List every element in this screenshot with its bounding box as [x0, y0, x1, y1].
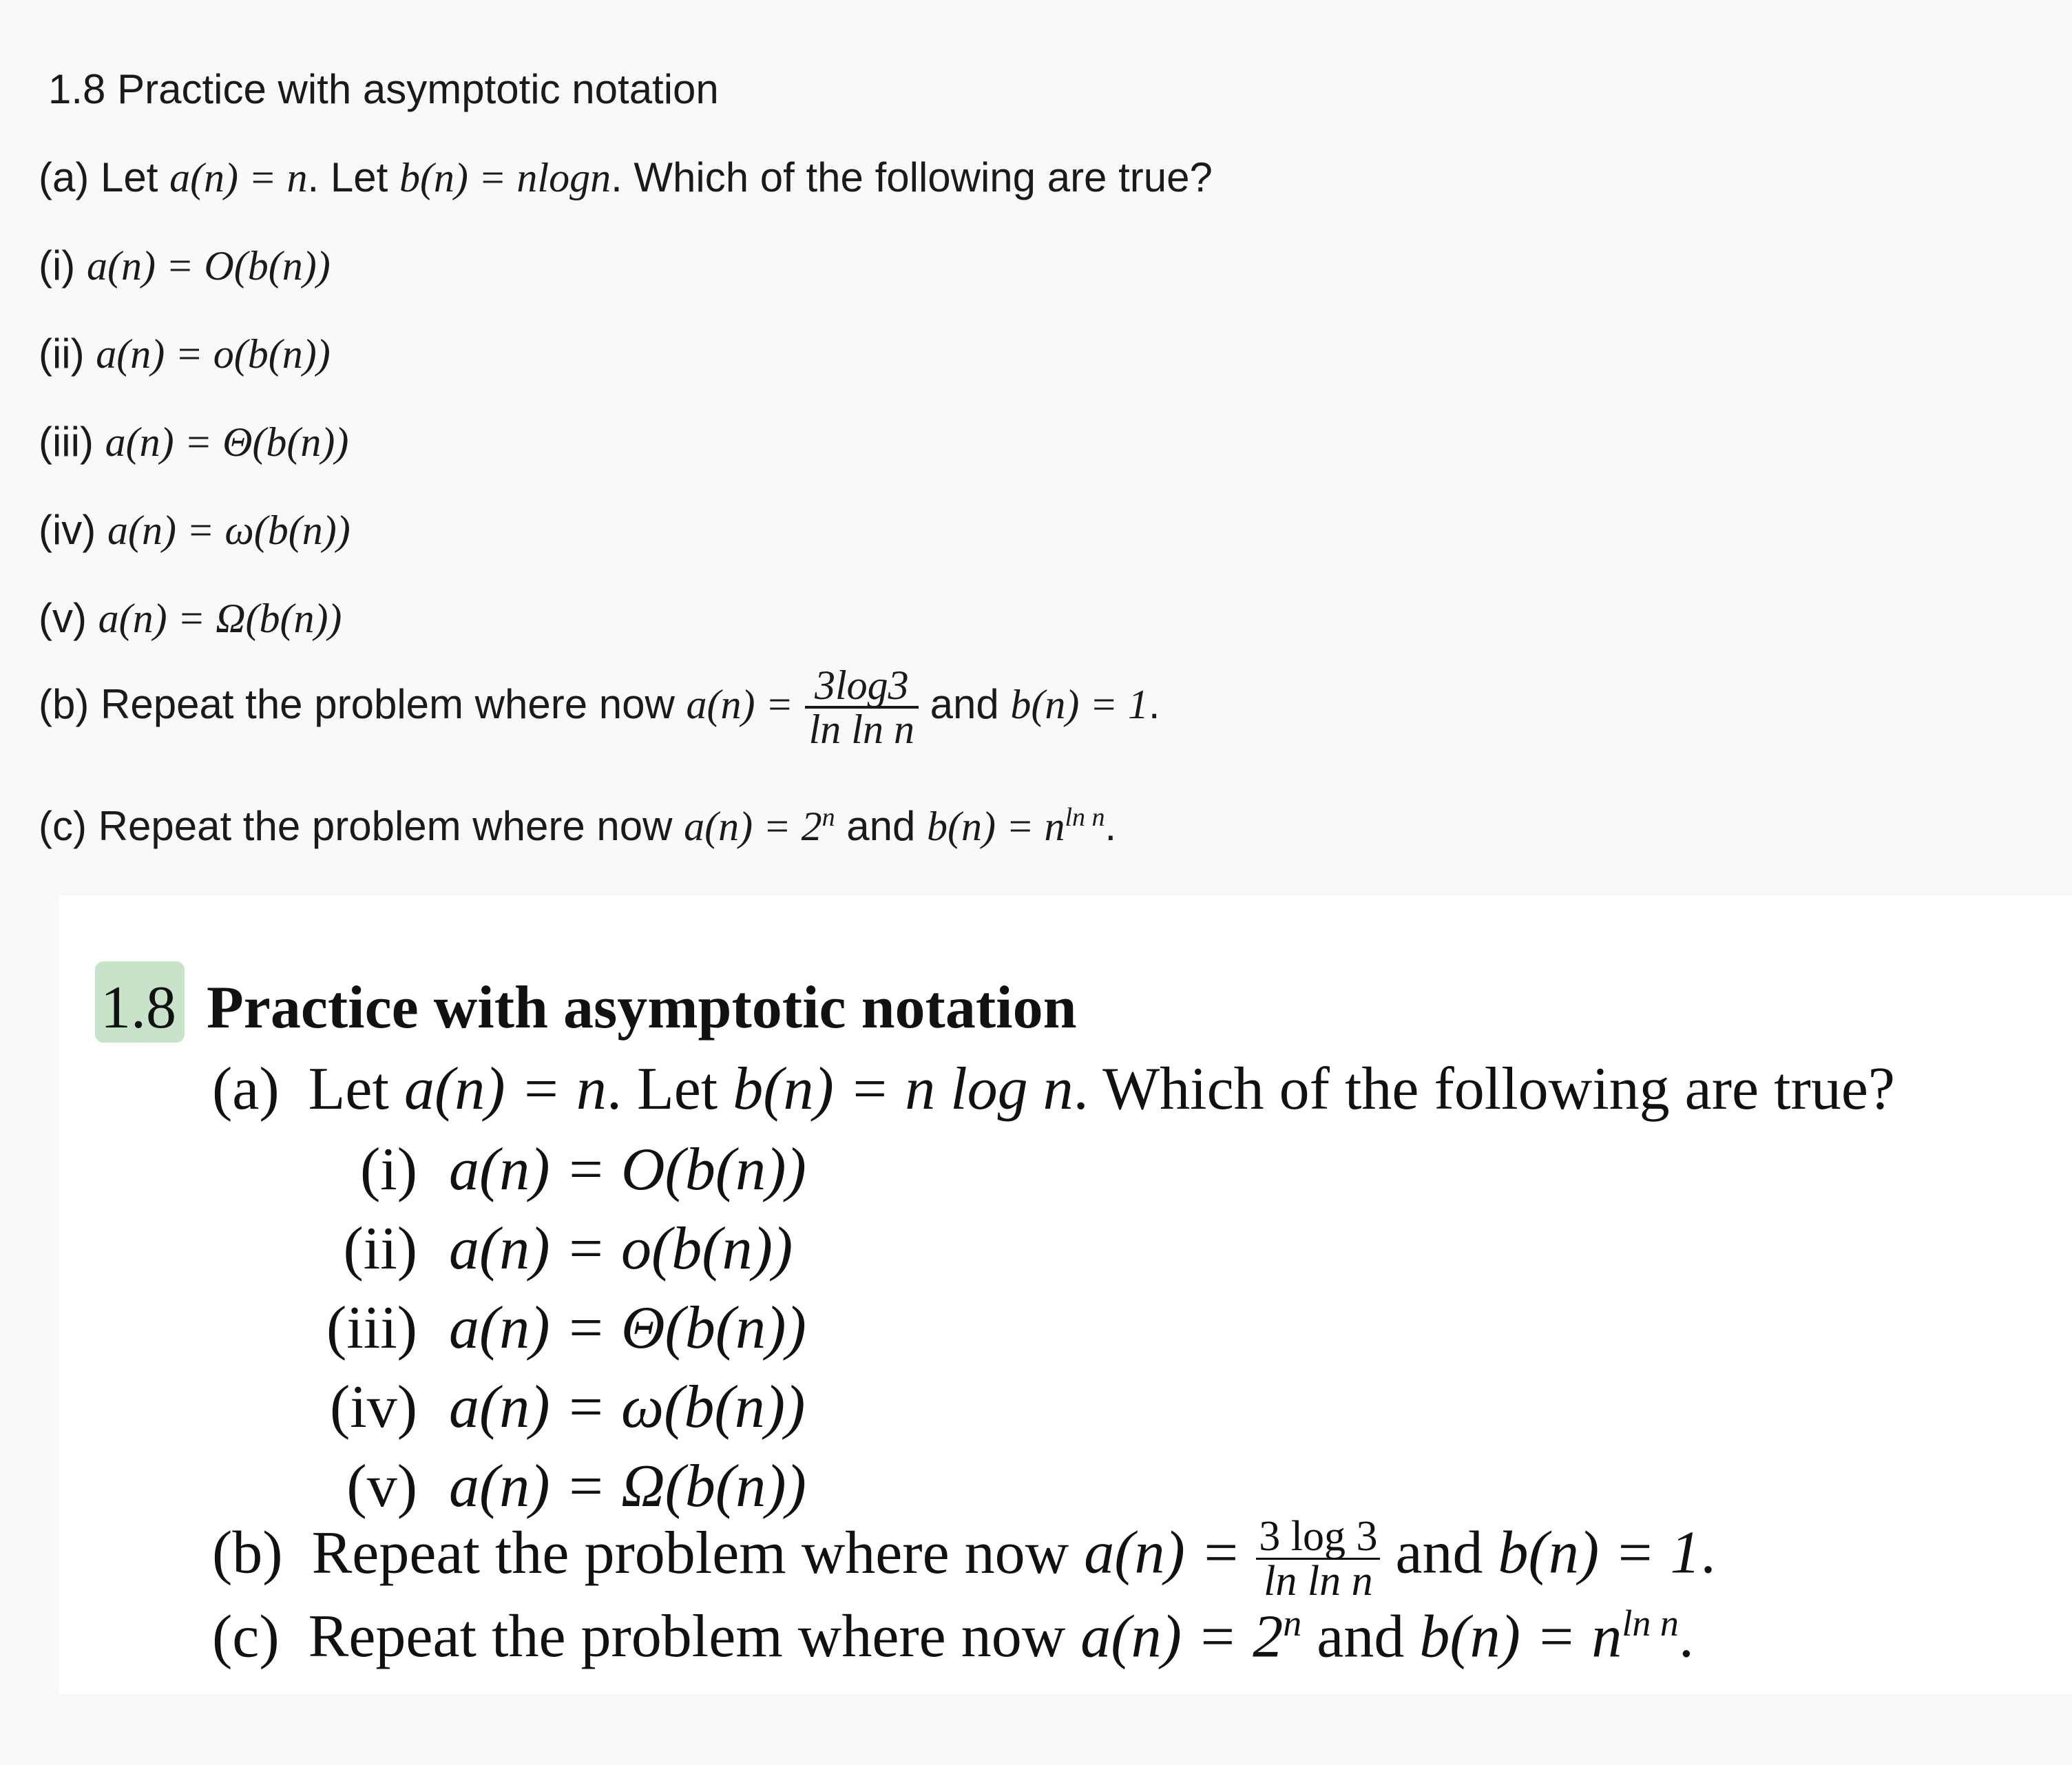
- typed-item-label: (ii): [39, 331, 85, 377]
- typed-item-expr: a(n) = O(b(n)): [86, 243, 331, 289]
- textbook-item-ii: [59, 1215, 793, 1282]
- typed-part-c-rhs: b(n) = n: [927, 804, 1065, 849]
- typed-item-expr: a(n) = ω(b(n)): [107, 508, 350, 553]
- typed-part-b-and: and: [918, 680, 1011, 727]
- textbook-part-c-and: and: [1301, 1603, 1420, 1671]
- typed-item-label: (v): [39, 595, 87, 641]
- fraction-denominator: ln ln n: [808, 707, 914, 752]
- typed-part-c-end: .: [1105, 803, 1117, 849]
- textbook-part-c: [212, 1602, 1694, 1671]
- textbook-part-a: [212, 1056, 1895, 1122]
- typed-item-label: (iii): [39, 419, 94, 465]
- typed-item-label: (i): [39, 242, 76, 289]
- textbook-part-c-lhs-exponent: n: [1283, 1602, 1302, 1644]
- textbook-item-expr: a(n) = Θ(b(n)): [449, 1295, 806, 1361]
- textbook-item-i: [59, 1136, 806, 1203]
- typed-part-b-text: (b) Repeat the problem where now: [39, 680, 687, 727]
- typed-part-a-mid: . Let: [307, 154, 399, 200]
- fraction-numerator: 3log3: [805, 665, 919, 709]
- typed-item-expr: a(n) = Ω(b(n)): [98, 596, 342, 641]
- textbook-part-b-end: .: [1700, 1519, 1716, 1587]
- textbook-part-c-label: (c): [212, 1603, 280, 1671]
- textbook-part-c-rhs: b(n) = n: [1419, 1603, 1622, 1671]
- textbook-part-c-lhs: a(n) = 2: [1080, 1603, 1284, 1671]
- textbook-part-b-rhs: b(n) = 1: [1498, 1519, 1701, 1587]
- textbook-item-iv: [59, 1374, 806, 1441]
- typed-item-expr: a(n) = o(b(n)): [96, 331, 331, 377]
- textbook-part-b: [212, 1513, 1716, 1605]
- textbook-item-label: (iii): [326, 1295, 417, 1361]
- textbook-part-b-text: Repeat the problem where now: [311, 1519, 1085, 1587]
- textbook-part-a-expr2: b(n) = n log n: [733, 1056, 1074, 1122]
- typed-item-v: [39, 595, 342, 641]
- textbook-item-expr: a(n) = O(b(n)): [449, 1136, 806, 1203]
- textbook-part-b-label: (b): [212, 1519, 283, 1587]
- section-title: Practice with asymptotic notation: [207, 974, 1077, 1041]
- textbook-part-a-pre: Let: [308, 1056, 404, 1122]
- section-number: 1.8: [101, 974, 176, 1041]
- typed-part-c-and: and: [835, 803, 928, 849]
- textbook-item-expr: a(n) = Ω(b(n)): [449, 1453, 806, 1520]
- textbook-item-expr: a(n) = o(b(n)): [449, 1215, 793, 1282]
- textbook-part-b-and: and: [1380, 1519, 1498, 1587]
- textbook-excerpt: [59, 895, 2072, 1694]
- textbook-item-label: (i): [359, 1136, 417, 1203]
- typed-item-label: (iv): [39, 507, 96, 553]
- textbook-item-label: (iv): [329, 1374, 417, 1441]
- typed-part-c-rhs-exponent: ln n: [1065, 803, 1105, 832]
- fraction-denominator: ln ln n: [1264, 1558, 1373, 1605]
- typed-part-c-text: (c) Repeat the problem where now: [39, 803, 684, 849]
- textbook-part-b-lhs: a(n) =: [1084, 1519, 1242, 1587]
- textbook-heading: [101, 974, 1077, 1041]
- typed-item-expr: a(n) = Θ(b(n)): [105, 419, 349, 465]
- typed-part-b-fraction: [805, 662, 919, 752]
- typed-part-b-rhs: b(n) = 1: [1010, 681, 1149, 727]
- typed-part-a-expr1: a(n) = n: [169, 155, 308, 200]
- textbook-part-a-tail: . Which of the following are true?: [1073, 1056, 1895, 1122]
- typed-item-i: [39, 242, 331, 289]
- textbook-part-a-mid: . Let: [606, 1056, 733, 1122]
- typed-item-iii: [39, 421, 348, 463]
- typed-part-a: [39, 154, 1213, 200]
- typed-part-a-label: (a) Let: [39, 154, 170, 200]
- textbook-item-v: [59, 1453, 806, 1520]
- typed-part-c: [39, 804, 1116, 847]
- textbook-part-a-label: (a): [212, 1056, 280, 1122]
- textbook-item-label: (ii): [343, 1215, 417, 1282]
- textbook-part-c-rhs-exponent: ln n: [1622, 1602, 1679, 1644]
- typed-part-b: [39, 662, 1160, 752]
- typed-part-c-lhs-exponent: n: [822, 803, 835, 832]
- textbook-item-iii: [59, 1295, 806, 1361]
- typed-item-iv: [39, 507, 350, 553]
- fraction-numerator: 3 log 3: [1256, 1515, 1380, 1560]
- typed-part-a-tail: . Which of the following are true?: [611, 154, 1213, 200]
- textbook-part-c-end: .: [1678, 1603, 1694, 1671]
- typed-title: 1.8 Practice with asymptotic notation: [48, 66, 719, 112]
- textbook-item-expr: a(n) = ω(b(n)): [449, 1374, 806, 1441]
- typed-item-ii: [39, 333, 331, 375]
- textbook-part-a-expr1: a(n) = n: [404, 1056, 607, 1122]
- textbook-part-c-text: Repeat the problem where now: [308, 1603, 1081, 1671]
- textbook-part-b-fraction: [1256, 1513, 1380, 1605]
- typed-part-c-lhs: a(n) = 2: [684, 804, 822, 849]
- textbook-item-label: (v): [346, 1453, 417, 1520]
- typed-part-a-expr2: b(n) = nlogn: [399, 155, 611, 200]
- typed-part-b-end: .: [1148, 680, 1160, 727]
- typed-part-b-lhs: a(n) =: [686, 681, 793, 727]
